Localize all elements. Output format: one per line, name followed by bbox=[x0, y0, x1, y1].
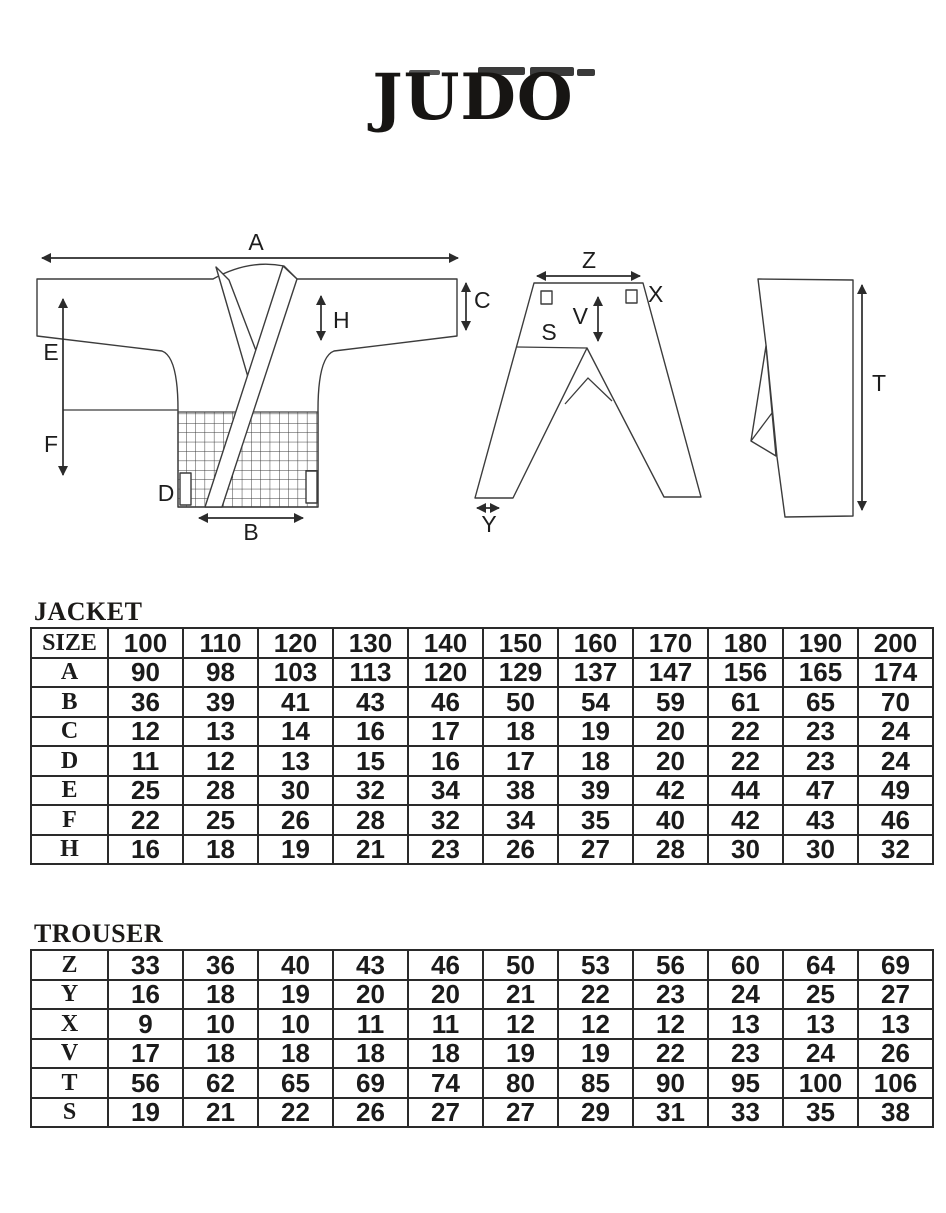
value-cell: 13 bbox=[783, 1009, 858, 1039]
label-a: A bbox=[248, 229, 264, 255]
value-cell: 12 bbox=[558, 1009, 633, 1039]
value-cell: 15 bbox=[333, 746, 408, 776]
value-cell: 26 bbox=[333, 1098, 408, 1128]
value-cell: 21 bbox=[483, 980, 558, 1010]
value-cell: 100 bbox=[783, 1068, 858, 1098]
table-row bbox=[31, 687, 933, 717]
label-e: E bbox=[43, 339, 59, 365]
table-row bbox=[31, 746, 933, 776]
value-cell: 24 bbox=[858, 717, 933, 747]
row-label-cell: D bbox=[31, 746, 108, 776]
measure-b-arrow bbox=[199, 518, 303, 545]
size-column-cell: 100 bbox=[108, 628, 183, 658]
value-cell: 13 bbox=[183, 717, 258, 747]
value-cell: 12 bbox=[633, 1009, 708, 1039]
value-cell: 46 bbox=[408, 687, 483, 717]
value-cell: 54 bbox=[558, 687, 633, 717]
value-cell: 62 bbox=[183, 1068, 258, 1098]
label-b: B bbox=[243, 519, 259, 545]
value-cell: 19 bbox=[483, 1039, 558, 1069]
label-h: H bbox=[333, 307, 350, 333]
size-column-cell: 150 bbox=[483, 628, 558, 658]
value-cell: 103 bbox=[258, 658, 333, 688]
value-cell: 13 bbox=[708, 1009, 783, 1039]
jacket-diagram bbox=[37, 229, 491, 545]
value-cell: 36 bbox=[108, 687, 183, 717]
value-cell: 22 bbox=[633, 1039, 708, 1069]
row-label-cell: T bbox=[31, 1068, 108, 1098]
value-cell: 25 bbox=[183, 805, 258, 835]
trouser-section-heading: TROUSER bbox=[34, 919, 164, 948]
value-cell: 165 bbox=[783, 658, 858, 688]
label-v: V bbox=[572, 303, 588, 329]
value-cell: 12 bbox=[183, 746, 258, 776]
value-cell: 56 bbox=[108, 1068, 183, 1098]
label-d: D bbox=[157, 480, 175, 506]
value-cell: 18 bbox=[183, 835, 258, 865]
value-cell: 23 bbox=[708, 1039, 783, 1069]
value-cell: 61 bbox=[708, 687, 783, 717]
value-cell: 30 bbox=[783, 835, 858, 865]
jacket-size-table bbox=[30, 627, 934, 865]
value-cell: 26 bbox=[483, 835, 558, 865]
trouser-outline bbox=[475, 283, 701, 498]
value-cell: 9 bbox=[108, 1009, 183, 1039]
row-label-cell: B bbox=[31, 687, 108, 717]
value-cell: 113 bbox=[333, 658, 408, 688]
size-column-cell: 190 bbox=[783, 628, 858, 658]
value-cell: 90 bbox=[108, 658, 183, 688]
value-cell: 39 bbox=[558, 776, 633, 806]
value-cell: 20 bbox=[633, 717, 708, 747]
size-column-cell: 110 bbox=[183, 628, 258, 658]
value-cell: 42 bbox=[708, 805, 783, 835]
table-row bbox=[31, 805, 933, 835]
row-label-cell: A bbox=[31, 658, 108, 688]
measure-a-arrow bbox=[42, 229, 458, 258]
value-cell: 25 bbox=[108, 776, 183, 806]
size-header-cell: SIZE bbox=[31, 628, 108, 658]
value-cell: 106 bbox=[858, 1068, 933, 1098]
value-cell: 46 bbox=[858, 805, 933, 835]
measure-t-arrow bbox=[862, 285, 886, 510]
value-cell: 174 bbox=[858, 658, 933, 688]
value-cell: 27 bbox=[408, 1098, 483, 1128]
row-label-cell: Z bbox=[31, 950, 108, 980]
value-cell: 85 bbox=[558, 1068, 633, 1098]
value-cell: 36 bbox=[183, 950, 258, 980]
value-cell: 20 bbox=[633, 746, 708, 776]
row-label-cell: E bbox=[31, 776, 108, 806]
value-cell: 17 bbox=[483, 746, 558, 776]
table-row bbox=[31, 1098, 933, 1128]
jacket-left-vent bbox=[180, 473, 191, 505]
value-cell: 40 bbox=[633, 805, 708, 835]
table-row bbox=[31, 717, 933, 747]
trouser-side-diagram bbox=[751, 279, 886, 517]
value-cell: 18 bbox=[333, 1039, 408, 1069]
value-cell: 27 bbox=[483, 1098, 558, 1128]
value-cell: 38 bbox=[483, 776, 558, 806]
value-cell: 29 bbox=[558, 1098, 633, 1128]
measure-c-arrow bbox=[466, 283, 491, 330]
value-cell: 12 bbox=[108, 717, 183, 747]
value-cell: 21 bbox=[333, 835, 408, 865]
value-cell: 28 bbox=[633, 835, 708, 865]
value-cell: 69 bbox=[858, 950, 933, 980]
value-cell: 47 bbox=[783, 776, 858, 806]
measure-y-arrow bbox=[477, 508, 499, 537]
row-label-cell: X bbox=[31, 1009, 108, 1039]
page-title: JUDO bbox=[372, 60, 574, 135]
value-cell: 43 bbox=[333, 687, 408, 717]
table-row bbox=[31, 1009, 933, 1039]
table-row bbox=[31, 1068, 933, 1098]
value-cell: 65 bbox=[258, 1068, 333, 1098]
label-x: X bbox=[648, 281, 664, 307]
value-cell: 17 bbox=[408, 717, 483, 747]
value-cell: 59 bbox=[633, 687, 708, 717]
value-cell: 19 bbox=[558, 717, 633, 747]
value-cell: 17 bbox=[108, 1039, 183, 1069]
value-cell: 23 bbox=[633, 980, 708, 1010]
value-cell: 70 bbox=[858, 687, 933, 717]
value-cell: 22 bbox=[708, 746, 783, 776]
value-cell: 22 bbox=[258, 1098, 333, 1128]
jacket-section-heading: JACKET bbox=[34, 597, 143, 626]
value-cell: 28 bbox=[333, 805, 408, 835]
table-row bbox=[31, 776, 933, 806]
value-cell: 74 bbox=[408, 1068, 483, 1098]
value-cell: 49 bbox=[858, 776, 933, 806]
value-cell: 69 bbox=[333, 1068, 408, 1098]
value-cell: 90 bbox=[633, 1068, 708, 1098]
value-cell: 46 bbox=[408, 950, 483, 980]
size-column-cell: 120 bbox=[258, 628, 333, 658]
value-cell: 16 bbox=[108, 835, 183, 865]
value-cell: 28 bbox=[183, 776, 258, 806]
value-cell: 18 bbox=[558, 746, 633, 776]
value-cell: 24 bbox=[708, 980, 783, 1010]
value-cell: 156 bbox=[708, 658, 783, 688]
value-cell: 95 bbox=[708, 1068, 783, 1098]
size-column-cell: 140 bbox=[408, 628, 483, 658]
value-cell: 53 bbox=[558, 950, 633, 980]
value-cell: 22 bbox=[708, 717, 783, 747]
value-cell: 25 bbox=[783, 980, 858, 1010]
value-cell: 10 bbox=[183, 1009, 258, 1039]
measurement-diagrams bbox=[0, 200, 946, 560]
row-label-cell: V bbox=[31, 1039, 108, 1069]
value-cell: 43 bbox=[783, 805, 858, 835]
size-column-cell: 170 bbox=[633, 628, 708, 658]
value-cell: 23 bbox=[783, 746, 858, 776]
label-z: Z bbox=[581, 247, 597, 273]
value-cell: 19 bbox=[258, 980, 333, 1010]
trouser-size-table bbox=[30, 949, 934, 1128]
value-cell: 26 bbox=[258, 805, 333, 835]
value-cell: 13 bbox=[858, 1009, 933, 1039]
value-cell: 24 bbox=[783, 1039, 858, 1069]
value-cell: 38 bbox=[858, 1098, 933, 1128]
size-column-cell: 200 bbox=[858, 628, 933, 658]
table-row bbox=[31, 658, 933, 688]
table-row bbox=[31, 1039, 933, 1069]
row-label-cell: Y bbox=[31, 980, 108, 1010]
value-cell: 18 bbox=[258, 1039, 333, 1069]
value-cell: 39 bbox=[183, 687, 258, 717]
value-cell: 22 bbox=[108, 805, 183, 835]
trouser-side-outline bbox=[758, 279, 853, 517]
trouser-front-diagram bbox=[475, 247, 701, 537]
value-cell: 20 bbox=[408, 980, 483, 1010]
value-cell: 26 bbox=[858, 1039, 933, 1069]
value-cell: 18 bbox=[183, 980, 258, 1010]
value-cell: 32 bbox=[858, 835, 933, 865]
label-y: Y bbox=[481, 511, 497, 537]
value-cell: 65 bbox=[783, 687, 858, 717]
value-cell: 41 bbox=[258, 687, 333, 717]
value-cell: 33 bbox=[708, 1098, 783, 1128]
value-cell: 20 bbox=[333, 980, 408, 1010]
value-cell: 30 bbox=[708, 835, 783, 865]
value-cell: 11 bbox=[408, 1009, 483, 1039]
value-cell: 33 bbox=[108, 950, 183, 980]
value-cell: 19 bbox=[108, 1098, 183, 1128]
value-cell: 19 bbox=[558, 1039, 633, 1069]
value-cell: 35 bbox=[558, 805, 633, 835]
value-cell: 22 bbox=[558, 980, 633, 1010]
value-cell: 11 bbox=[108, 746, 183, 776]
measure-z-arrow bbox=[537, 247, 640, 276]
jacket-right-vent bbox=[306, 471, 317, 503]
value-cell: 44 bbox=[708, 776, 783, 806]
belt-loop-left bbox=[541, 291, 552, 304]
value-cell: 32 bbox=[333, 776, 408, 806]
row-label-cell: C bbox=[31, 717, 108, 747]
label-s: S bbox=[541, 319, 557, 345]
belt-loop-right bbox=[626, 290, 637, 303]
value-cell: 18 bbox=[483, 717, 558, 747]
value-cell: 18 bbox=[408, 1039, 483, 1069]
size-column-cell: 130 bbox=[333, 628, 408, 658]
value-cell: 34 bbox=[408, 776, 483, 806]
value-cell: 23 bbox=[783, 717, 858, 747]
value-cell: 42 bbox=[633, 776, 708, 806]
value-cell: 18 bbox=[183, 1039, 258, 1069]
value-cell: 50 bbox=[483, 687, 558, 717]
row-label-cell: S bbox=[31, 1098, 108, 1128]
size-column-cell: 180 bbox=[708, 628, 783, 658]
value-cell: 40 bbox=[258, 950, 333, 980]
value-cell: 98 bbox=[183, 658, 258, 688]
value-cell: 31 bbox=[633, 1098, 708, 1128]
value-cell: 30 bbox=[258, 776, 333, 806]
table-row bbox=[31, 835, 933, 865]
value-cell: 19 bbox=[258, 835, 333, 865]
table-row bbox=[31, 950, 933, 980]
size-column-cell: 160 bbox=[558, 628, 633, 658]
value-cell: 129 bbox=[483, 658, 558, 688]
value-cell: 35 bbox=[783, 1098, 858, 1128]
value-cell: 60 bbox=[708, 950, 783, 980]
value-cell: 16 bbox=[333, 717, 408, 747]
value-cell: 80 bbox=[483, 1068, 558, 1098]
value-cell: 50 bbox=[483, 950, 558, 980]
row-label-cell: F bbox=[31, 805, 108, 835]
value-cell: 43 bbox=[333, 950, 408, 980]
value-cell: 32 bbox=[408, 805, 483, 835]
value-cell: 14 bbox=[258, 717, 333, 747]
value-cell: 120 bbox=[408, 658, 483, 688]
value-cell: 24 bbox=[858, 746, 933, 776]
table-header-row bbox=[31, 628, 933, 658]
value-cell: 27 bbox=[558, 835, 633, 865]
value-cell: 12 bbox=[483, 1009, 558, 1039]
label-t: T bbox=[872, 370, 887, 396]
value-cell: 16 bbox=[108, 980, 183, 1010]
value-cell: 64 bbox=[783, 950, 858, 980]
value-cell: 21 bbox=[183, 1098, 258, 1128]
value-cell: 34 bbox=[483, 805, 558, 835]
value-cell: 56 bbox=[633, 950, 708, 980]
value-cell: 23 bbox=[408, 835, 483, 865]
label-f: F bbox=[43, 431, 59, 457]
label-c: C bbox=[474, 287, 491, 313]
value-cell: 27 bbox=[858, 980, 933, 1010]
row-label-cell: H bbox=[31, 835, 108, 865]
value-cell: 10 bbox=[258, 1009, 333, 1039]
value-cell: 16 bbox=[408, 746, 483, 776]
value-cell: 11 bbox=[333, 1009, 408, 1039]
table-row bbox=[31, 980, 933, 1010]
value-cell: 137 bbox=[558, 658, 633, 688]
value-cell: 147 bbox=[633, 658, 708, 688]
value-cell: 13 bbox=[258, 746, 333, 776]
